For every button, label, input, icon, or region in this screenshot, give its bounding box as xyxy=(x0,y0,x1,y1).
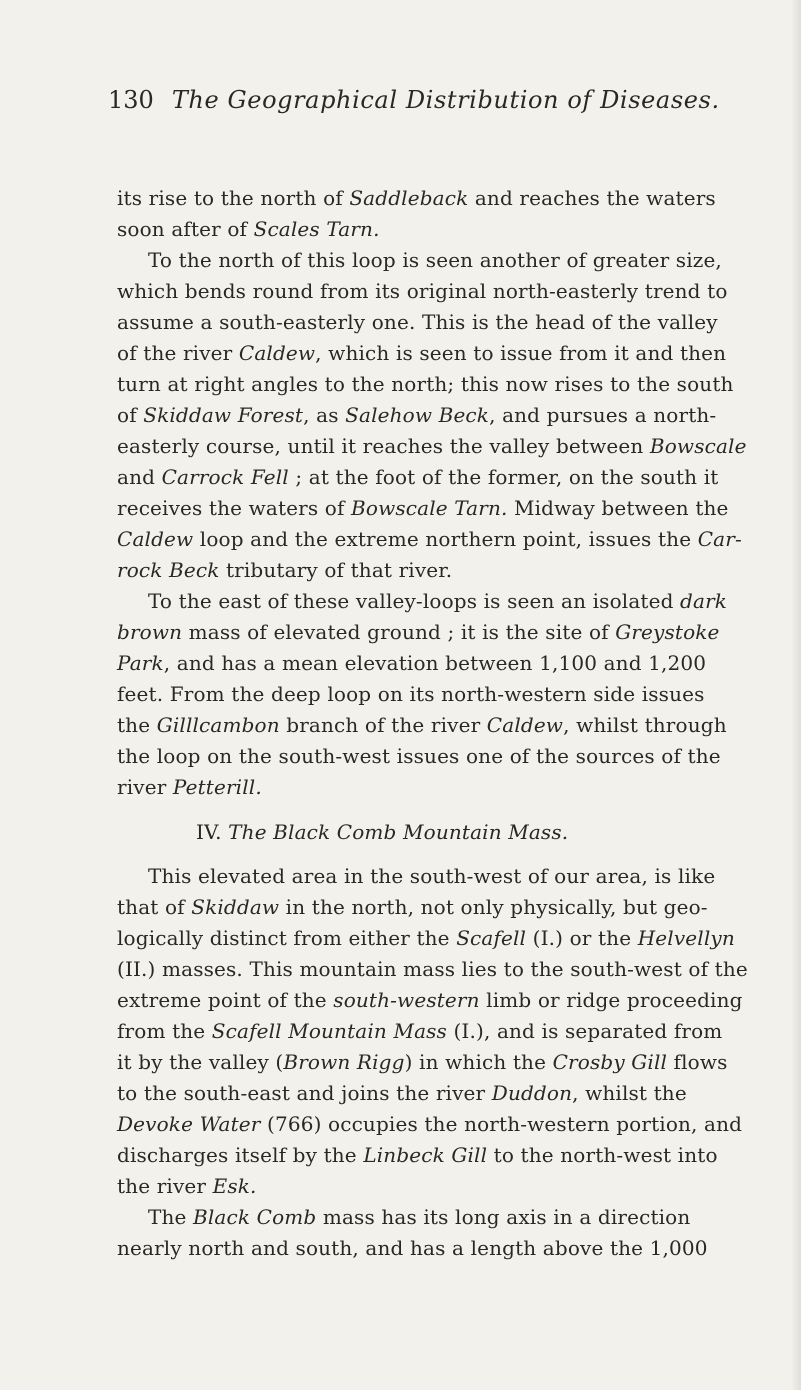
text-line: (II.) masses. This mountain mass lies to the south-west of the xyxy=(117,957,748,981)
text-line: The Black Comb mass has its long axis in a direction xyxy=(148,1205,691,1229)
text-line: To the east of these valley-loops is seen an isolated dark xyxy=(148,589,728,613)
text-line: nearly north and south, and has a length above the 1,000 xyxy=(117,1236,708,1260)
text-line: the river Esk. xyxy=(117,1174,257,1198)
text-line: the loop on the south-west issues one of the sources of the xyxy=(117,744,721,768)
text-line: from the Scafell Mountain Mass (I.), and is separated from xyxy=(117,1019,723,1043)
text-line: To the north of this loop is seen another of greater size, xyxy=(148,248,722,272)
text-line: logically distinct from either the Scafell (I.) or the Helvellyn xyxy=(117,926,735,950)
text-line: turn at right angles to the north; this now rises to the south xyxy=(117,372,734,396)
text-line: brown mass of elevated ground ; it is the site of Greystoke xyxy=(117,620,720,644)
text-line: feet. From the deep loop on its north-western side issues xyxy=(117,682,705,706)
text-line: which bends round from its original north-easterly trend to xyxy=(117,279,728,303)
text-line: of Skiddaw Forest, as Salehow Beck, and pursues a north- xyxy=(117,403,717,427)
page-number: 130 xyxy=(108,86,154,114)
text-line: receives the waters of Bowscale Tarn. Midway between the xyxy=(117,496,729,520)
text-line: the Gilllcambon branch of the river Caldew, whilst through xyxy=(117,713,727,737)
text-line: Devoke Water (766) occupies the north-western portion, and xyxy=(117,1112,743,1136)
text-line: rock Beck tributary of that river. xyxy=(117,558,453,582)
text-line: This elevated area in the south-west of our area, is like xyxy=(148,864,716,888)
text-line: of the river Caldew, which is seen to issue from it and then xyxy=(117,341,727,365)
text-line: it by the valley (Brown Rigg) in which the Crosby Gill flows xyxy=(117,1050,728,1074)
text-line: assume a south-easterly one. This is the head of the valley xyxy=(117,310,718,334)
text-line: and Carrock Fell ; at the foot of the former, on the south it xyxy=(117,465,719,489)
text-line: river Petterill. xyxy=(117,775,262,799)
text-line: extreme point of the south-western limb or ridge proceeding xyxy=(117,988,743,1012)
page-title: The Geographical Distribution of Diseases. xyxy=(171,86,720,114)
text-line: that of Skiddaw in the north, not only physically, but geo- xyxy=(117,895,708,919)
text-line: to the south-east and joins the river Duddon, whilst the xyxy=(117,1081,687,1105)
text-line: discharges itself by the Linbeck Gill to the north-west into xyxy=(117,1143,718,1167)
text-line: its rise to the north of Saddleback and reaches the waters xyxy=(117,186,716,210)
text-line: soon after of Scales Tarn. xyxy=(117,217,380,241)
text-line: easterly course, until it reaches the valley between Bowscale xyxy=(117,434,747,458)
text-line: Park, and has a mean elevation between 1,100 and 1,200 xyxy=(117,651,707,675)
text-line: Caldew loop and the extreme northern point, issues the Car- xyxy=(117,527,742,551)
text-line: IV. The Black Comb Mountain Mass. xyxy=(196,820,569,844)
